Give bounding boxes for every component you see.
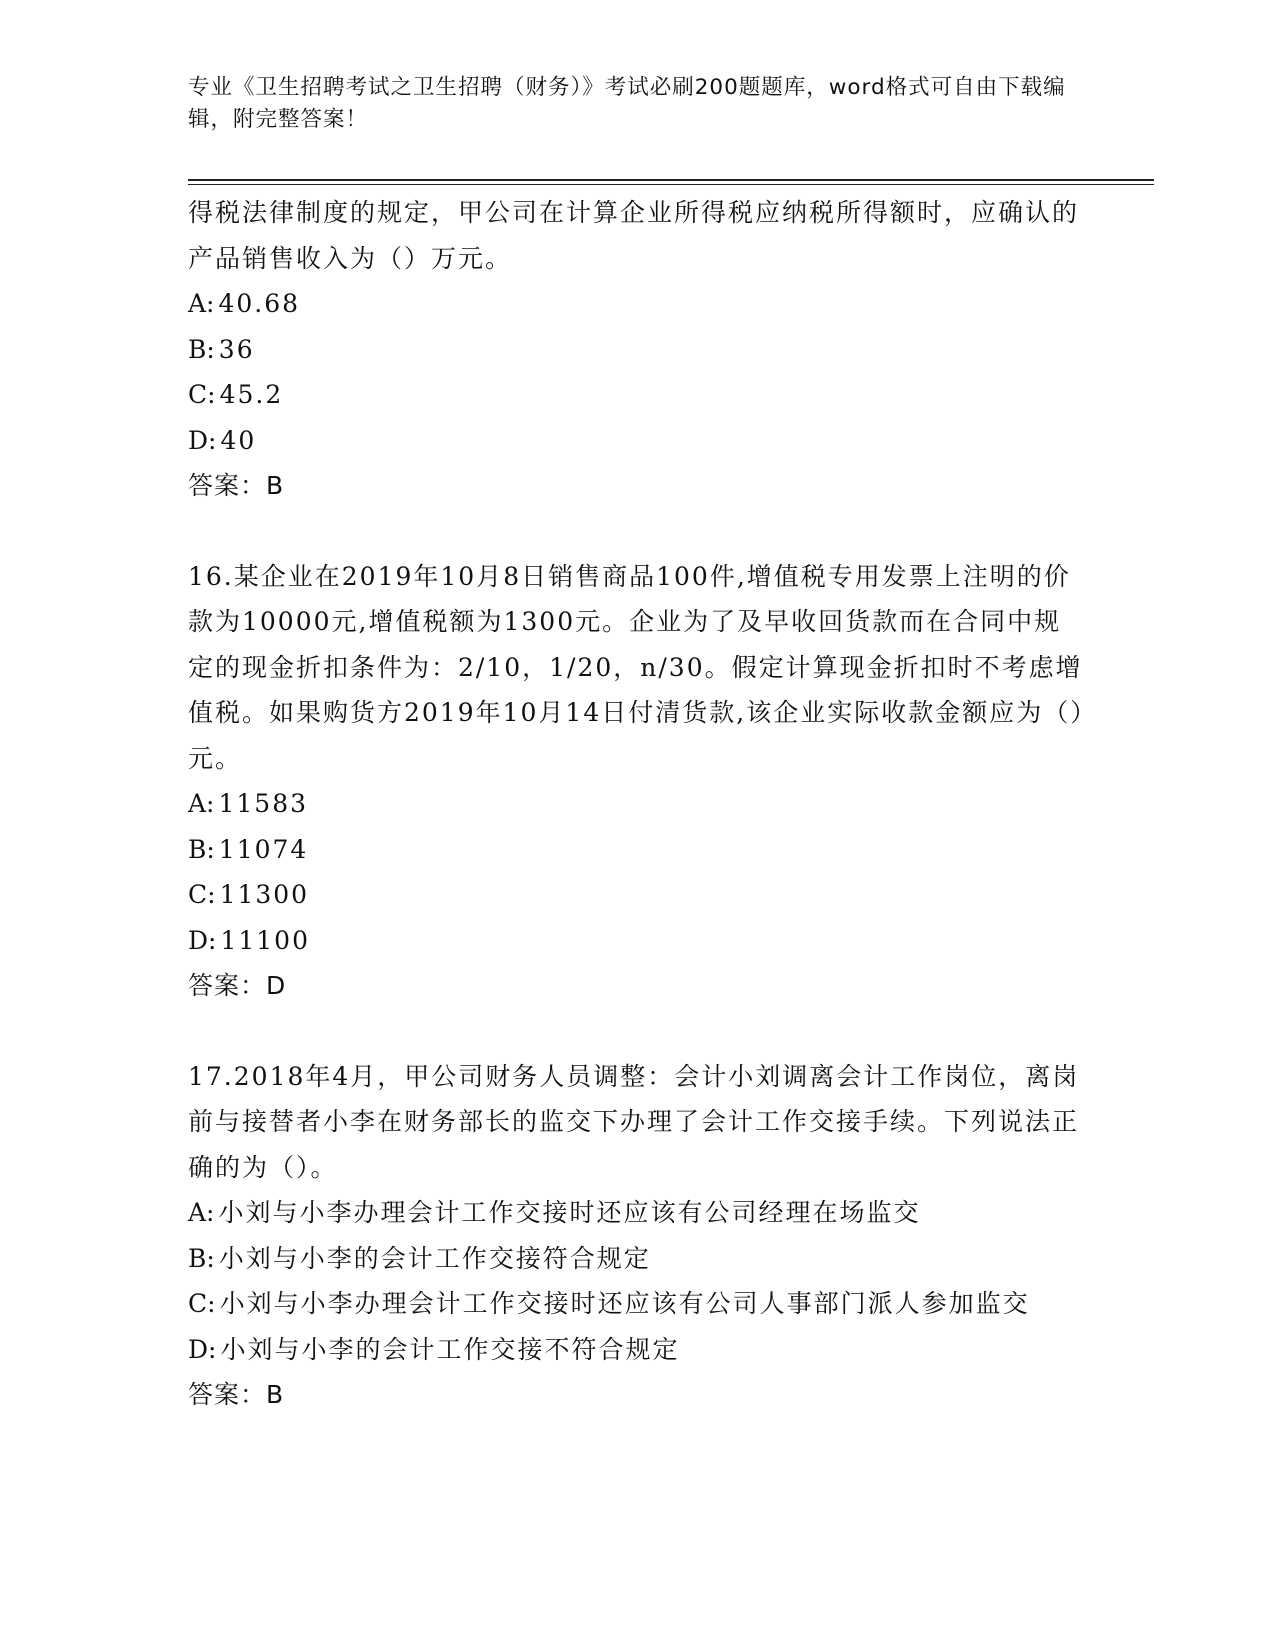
spacer (188, 1009, 1088, 1054)
option-b (188, 827, 1088, 873)
option-text: 11300 (219, 880, 310, 909)
answer-line: 答案：B (188, 1380, 285, 1409)
option-text: 小刘与小李的会计工作交接符合规定 (218, 1243, 651, 1273)
option-d (188, 918, 1088, 964)
answer-line: 答案：B (188, 471, 285, 500)
option-b (188, 327, 1088, 373)
option-text: 11100 (220, 925, 310, 955)
option-text: 36 (218, 334, 255, 364)
option-label: C: (188, 880, 216, 909)
spacer (188, 509, 1088, 554)
answer-line: 答案：D (188, 971, 287, 1000)
option-text: 11074 (218, 834, 309, 864)
option-a (188, 281, 1088, 327)
option-label: A: (188, 1198, 215, 1227)
option-text: 11583 (218, 789, 309, 818)
question-stem: 17.2018年4月，甲公司财务人员调整：会计小刘调离会计工作岗位，离岗前与接替者小李在财务部长的监交下办理了会计工作交接手续。下列说法正确的为（）。 (188, 1061, 1080, 1182)
option-text: 45.2 (219, 380, 284, 409)
option-a (188, 781, 1088, 827)
option-label: A: (188, 289, 215, 318)
option-label: C: (188, 380, 216, 409)
option-label: D: (188, 925, 217, 955)
document-body (188, 190, 1088, 1418)
option-a (188, 1190, 1088, 1236)
header-divider-thick (188, 179, 1154, 181)
option-text: 小刘与小李办理会计工作交接时还应该有公司人事部门派人参加监交 (219, 1289, 1030, 1318)
option-label: C: (188, 1289, 216, 1318)
option-d (188, 418, 1088, 464)
option-text: 小刘与小李的会计工作交接不符合规定 (220, 1334, 680, 1364)
option-label: B: (188, 834, 215, 864)
option-b (188, 1236, 1088, 1282)
option-label: B: (188, 334, 215, 364)
question-block (188, 1054, 1088, 1418)
option-label: D: (188, 1334, 217, 1364)
question-block (188, 554, 1088, 1009)
option-label: A: (188, 789, 215, 818)
question-block (188, 190, 1088, 509)
option-c (188, 1281, 1088, 1327)
option-label: B: (188, 1243, 215, 1273)
option-c (188, 372, 1088, 418)
option-d (188, 1327, 1088, 1373)
question-stem: 16.某企业在2019年10月8日销售商品100件,增值税专用发票上注明的价款为10000元,增值税额为1300元。企业为了及早收回货款而在合同中规定的现金折扣条件为：2/10，1/20，n/30。假定计算现金折扣时不考虑增值税。如果购货方2019年10月14日付清货款,该企业实际收款金额应为（）元。 (188, 561, 1085, 773)
option-c (188, 872, 1088, 918)
option-text: 小刘与小李办理会计工作交接时还应该有公司经理在场监交 (218, 1198, 921, 1227)
page-header: 专业《卫生招聘考试之卫生招聘（财务）》考试必刷200题题库，word格式可自由下载编辑，附完整答案！ (188, 75, 1066, 132)
option-label: D: (188, 425, 217, 455)
option-text: 40 (220, 425, 257, 455)
option-text: 40.68 (218, 289, 301, 318)
header-divider-thin (188, 184, 1154, 185)
question-stem: 得税法律制度的规定，甲公司在计算企业所得税应纳税所得额时，应确认的产品销售收入为（）万元。 (188, 198, 1080, 273)
